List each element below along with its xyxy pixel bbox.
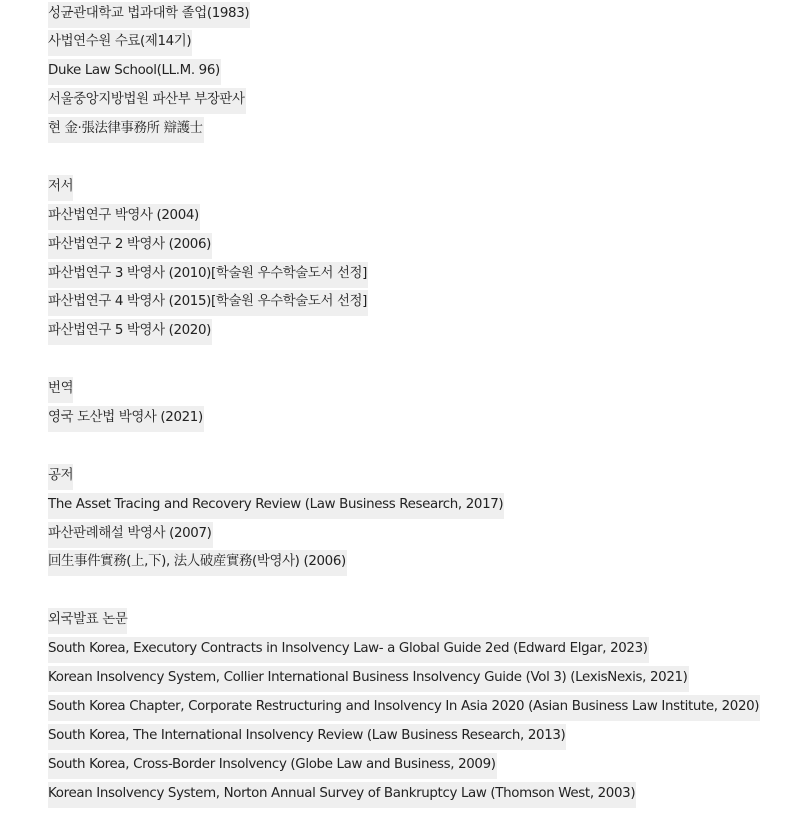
spacer bbox=[48, 433, 778, 462]
coauthored-item: The Asset Tracing and Recovery Review (Law Business Research, 2017) bbox=[48, 491, 778, 520]
career-item: 서울중앙지방법원 파산부 부장판사 bbox=[48, 87, 778, 116]
foreign-paper-item: Korean Insolvency System, Collier International Business Insolvency Guide (Vol 3) (LexisNexis, 2021) bbox=[48, 664, 778, 693]
book-item: 파산법연구 5 박영사 (2020) bbox=[48, 318, 778, 347]
career-item: 현 金·張法律事務所 辯護士 bbox=[48, 116, 778, 145]
career-item: Duke Law School(LL.M. 96) bbox=[48, 58, 778, 87]
foreign-paper-item: South Korea, Cross-Border Insolvency (Globe Law and Business, 2009) bbox=[48, 751, 778, 780]
books-heading: 저서 bbox=[48, 173, 778, 202]
book-item: 파산법연구 3 박영사 (2010)[학술원 우수학술도서 선정] bbox=[48, 260, 778, 289]
foreign-papers-heading: 외국발표 논문 bbox=[48, 607, 778, 636]
foreign-paper-item: South Korea, The International Insolvency Review (Law Business Research, 2013) bbox=[48, 722, 778, 751]
spacer bbox=[48, 578, 778, 607]
spacer bbox=[48, 144, 778, 173]
profile-document bbox=[48, 0, 778, 809]
coauthored-item: 回生事件實務(上,下), 法人破産實務(박영사) (2006) bbox=[48, 549, 778, 578]
book-item: 파산법연구 2 박영사 (2006) bbox=[48, 231, 778, 260]
spacer bbox=[48, 347, 778, 376]
foreign-paper-item: Korean Insolvency System, Norton Annual Survey of Bankruptcy Law (Thomson West, 2003) bbox=[48, 780, 778, 809]
career-item: 성균관대학교 법과대학 졸업(1983) bbox=[48, 0, 778, 29]
book-item: 파산법연구 박영사 (2004) bbox=[48, 202, 778, 231]
foreign-paper-item: South Korea, Executory Contracts in Insolvency Law- a Global Guide 2ed (Edward Elgar, 2023) bbox=[48, 636, 778, 665]
coauthored-heading: 공저 bbox=[48, 462, 778, 491]
translation-heading: 번역 bbox=[48, 376, 778, 405]
translation-item: 영국 도산법 박영사 (2021) bbox=[48, 404, 778, 433]
coauthored-item: 파산판례해설 박영사 (2007) bbox=[48, 520, 778, 549]
book-item: 파산법연구 4 박영사 (2015)[학술원 우수학술도서 선정] bbox=[48, 289, 778, 318]
career-item: 사법연수원 수료(제14기) bbox=[48, 29, 778, 58]
foreign-paper-item: South Korea Chapter, Corporate Restructuring and Insolvency In Asia 2020 (Asian Business Law Institute, 2020) bbox=[48, 693, 778, 722]
